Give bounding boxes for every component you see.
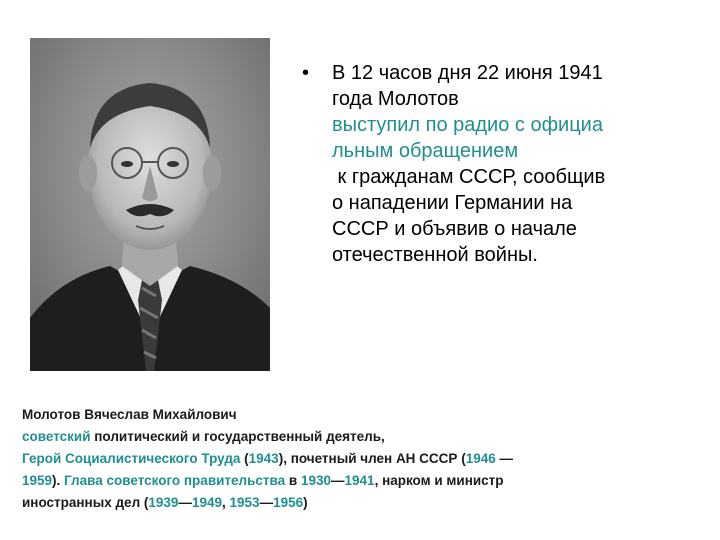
caption-line bbox=[22, 448, 702, 470]
caption-text: ) bbox=[303, 495, 308, 510]
caption-text: , нарком и министр bbox=[374, 473, 504, 488]
caption-year-link[interactable]: 1946 bbox=[465, 451, 496, 466]
caption-text: ). bbox=[52, 473, 65, 488]
caption-text: , bbox=[222, 495, 230, 510]
caption-year-link[interactable]: 1956 bbox=[273, 495, 304, 510]
bullet-paragraph bbox=[332, 60, 672, 268]
caption-text: ( bbox=[240, 451, 249, 466]
caption-text: АН СССР bbox=[395, 451, 458, 466]
caption-year-link[interactable]: 1953 bbox=[229, 495, 260, 510]
caption-year-link[interactable]: 1941 bbox=[344, 473, 375, 488]
caption-text: иностранных дел ( bbox=[22, 495, 149, 510]
caption-link[interactable]: Герой Социалистического Труда bbox=[22, 451, 241, 466]
caption-link[interactable]: советский bbox=[22, 429, 91, 444]
bullet-line: отечественной войны. bbox=[332, 244, 538, 266]
caption-year-link[interactable]: 1949 bbox=[191, 495, 222, 510]
radio-address-link[interactable]: выступил по радио с официа bbox=[332, 114, 603, 136]
bullet-marker: • bbox=[302, 62, 310, 84]
bullet-line: к гражданам СССР, сообщив bbox=[332, 166, 606, 188]
caption-text: — bbox=[178, 495, 192, 510]
caption-line bbox=[22, 492, 702, 514]
caption-text: — bbox=[259, 495, 274, 510]
caption-text: политический и государственный деятель, bbox=[90, 429, 385, 444]
radio-address-link[interactable]: льным обращением bbox=[332, 140, 519, 162]
caption-line bbox=[22, 426, 702, 448]
bullet-line: года Молотов bbox=[332, 88, 459, 110]
bullet-line: СССР и объявив о начале bbox=[332, 218, 577, 240]
caption-text: ), почетный член bbox=[278, 451, 396, 466]
caption-line bbox=[22, 470, 702, 492]
caption-year-link[interactable]: 1959 bbox=[22, 473, 53, 488]
caption-text: — bbox=[495, 451, 514, 466]
caption-text: в bbox=[285, 473, 301, 488]
portrait-illustration bbox=[30, 38, 270, 371]
caption-link[interactable]: Глава советского правительства bbox=[64, 473, 286, 488]
caption-text: ( bbox=[457, 451, 466, 466]
bullet-line: о нападении Германии на bbox=[332, 192, 573, 214]
bullet-line: В 12 часов дня 22 июня 1941 bbox=[332, 62, 603, 84]
caption-name: Молотов Вячеслав Михайлович bbox=[22, 407, 237, 422]
caption-year-link[interactable]: 1930 bbox=[300, 473, 332, 488]
caption-year-link[interactable]: 1939 bbox=[148, 495, 179, 510]
caption-year-link[interactable]: 1943 bbox=[248, 451, 279, 466]
caption-text: — bbox=[331, 473, 345, 488]
portrait-photo bbox=[30, 38, 270, 371]
photo-caption bbox=[22, 404, 702, 514]
